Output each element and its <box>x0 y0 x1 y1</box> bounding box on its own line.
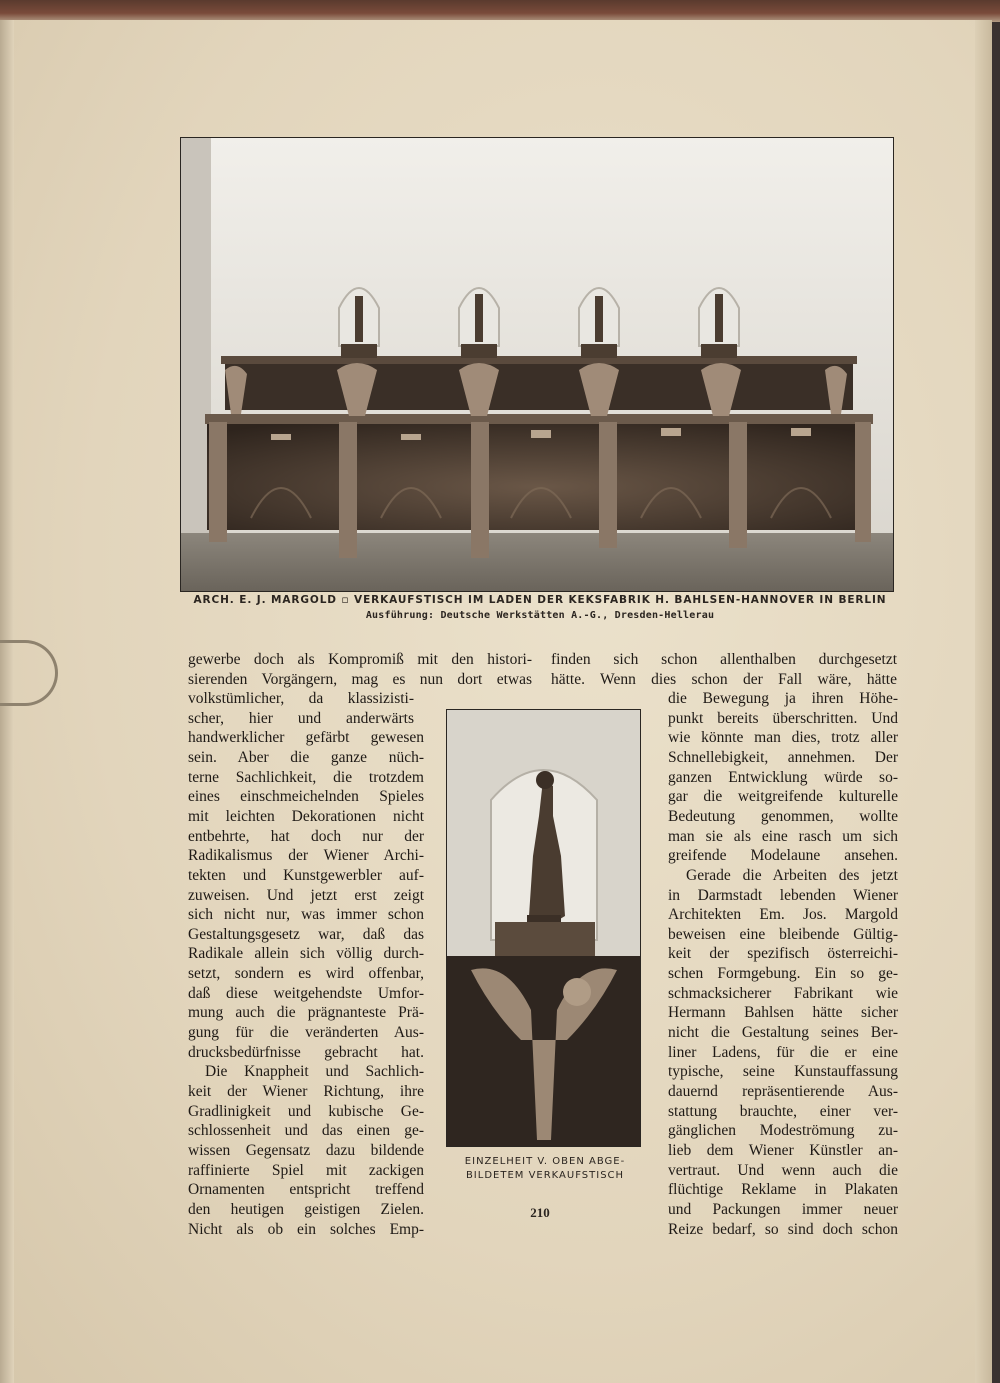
text-line: Bedeutung genommen, wollte <box>668 807 898 825</box>
text-line: schen Formgebung. Ein so ge- <box>668 965 898 983</box>
text-line: terne Sachlichkeit, die trotzdem <box>188 768 424 786</box>
counter-detail-illustration <box>447 710 640 1146</box>
caption-detail-line: EINZELHEIT V. OBEN ABGE- <box>464 1156 626 1167</box>
text-line: schmacksicherer Fabrikant wie <box>668 984 898 1002</box>
text-line: nicht die Gestaltung seines Ber- <box>668 1024 898 1042</box>
text-line: tekten und Kunstgewerbler auf- <box>188 866 424 884</box>
book-cover-edge <box>0 0 1000 22</box>
text-line: hätte. Wenn dies schon der Fall wäre, hätte <box>551 670 897 688</box>
text-line: beweisen eine bleibende Gültig- <box>668 925 898 943</box>
text-line: lieb dem Wiener Künstler an- <box>668 1141 898 1159</box>
page-edge-right <box>975 20 992 1383</box>
text-line: vertraut. Und wenn auch die <box>668 1161 898 1179</box>
text-line: zuweisen. Und jetzt erst zeigt <box>188 886 424 904</box>
text-line: dauernd repräsentierende Aus- <box>668 1083 898 1100</box>
text-line: Radikalismus der Wiener Archi- <box>188 847 424 865</box>
text-line: in Darmstadt lebenden Wiener <box>668 886 898 904</box>
text-line: mit leichten Dekorationen nicht <box>188 807 424 825</box>
text-line: finden sich schon allenthalben durchgesetzt <box>551 651 897 668</box>
text-line: schlossenheit und das einen ge- <box>188 1122 424 1140</box>
text-line: Radikale allein sich völlig durch- <box>188 945 424 963</box>
text-line: volkstümlicher, da klassizisti- <box>188 690 414 707</box>
photo-sales-counter <box>180 137 894 592</box>
text-line: Ornamenten entspricht treffend <box>188 1181 424 1199</box>
photo-caption-credit: Ausführung: Deutsche Werkstätten A.-G., Dresden-Hellerau <box>365 610 715 621</box>
text-line: gar die weitgreifende kulturelle <box>668 788 898 806</box>
text-line: Architekten Em. Jos. Margold <box>668 906 898 924</box>
text-line: Schnellebigkeit, annehmen. Der <box>668 748 898 766</box>
text-line: die Bewegung ja ihren Höhe- <box>668 690 898 707</box>
photo-caption-main: ARCH. E. J. MARGOLD ▫ VERKAUFSTISCH IM LADEN DER KEKSFABRIK H. BAHLSEN-HANNOVER IN BERLIN <box>193 594 887 606</box>
text-line: flüchtige Reklame in Plakaten <box>668 1181 898 1199</box>
caption-detail-line: BILDETEM VERKAUFSTISCH <box>465 1170 625 1181</box>
sales-counter-illustration <box>181 138 893 591</box>
text-line: punkt bereits überschritten. Und <box>668 709 898 727</box>
text-line: gänglichen Modeströmung zu- <box>668 1122 898 1140</box>
text-line: raffinierte Spiel mit zackigen <box>188 1161 424 1179</box>
photo-caption-detail <box>442 1155 648 1183</box>
text-line: Reize bedarf, so sind doch schon <box>668 1220 898 1238</box>
text-line: Hermann Bahlsen hätte sicher <box>668 1004 898 1022</box>
text-line: mung auch die prägnanteste Prä- <box>188 1004 424 1022</box>
text-line: sich nicht nur, was immer schon <box>188 906 424 924</box>
text-line: gewerbe doch als Kompromiß mit den histori- <box>188 651 532 668</box>
text-line: Nicht als ob ein solches Emp- <box>188 1220 424 1238</box>
text-line: gung für die veränderten Aus- <box>188 1024 424 1042</box>
text-line: Gerade die Arbeiten des jetzt <box>686 866 898 884</box>
text-line: eines einschmeichelnden Spieles <box>188 788 424 806</box>
text-line: und Packungen immer neuer <box>668 1200 898 1218</box>
text-line: Gradlinigkeit und kubische Ge- <box>188 1102 424 1120</box>
text-line: ganzen Entwicklung würde so- <box>668 768 898 786</box>
text-line: sierenden Vorgängern, mag es nun dort etwas <box>188 670 532 688</box>
text-line: liner Ladens, für die er eine <box>668 1043 898 1061</box>
text-line: setzt, sondern es wird offenbar, <box>188 965 424 983</box>
text-line: sein. Aber die ganze nüch- <box>188 748 424 766</box>
text-line: den heutigen geistigen Zielen. <box>188 1200 424 1218</box>
page-number: 210 <box>530 1205 550 1220</box>
text-line: keit der spezifisch österreichi- <box>668 945 898 963</box>
text-line: wissen Gegensatz dazu bildende <box>188 1141 424 1159</box>
text-line: daß diese weitgehendste Umfor- <box>188 984 424 1002</box>
text-line: Die Knappheit und Sachlich- <box>205 1063 424 1081</box>
text-line: entbehrte, hat doch nur der <box>188 827 424 845</box>
text-line: man sie als eine rasch um sich <box>668 827 898 845</box>
text-line: stattung brauchte, einer ver- <box>668 1102 898 1120</box>
photo-counter-detail <box>446 709 641 1147</box>
text-line: scher, hier und anderwärts <box>188 709 414 727</box>
text-line: handwerklicher gefärbt gewesen <box>188 729 424 747</box>
text-line: drucksbedürfnisse gebracht hat. <box>188 1043 424 1061</box>
text-line: greifende Modelaune ansehen. <box>668 847 898 865</box>
text-line: keit der Wiener Richtung, ihre <box>188 1083 424 1100</box>
text-line: wie könnte man dies, trotz aller <box>668 729 898 747</box>
text-line: Gestaltungsgesetz war, daß das <box>188 925 424 943</box>
text-line: typische, seine Kunstauffassung <box>668 1063 898 1081</box>
